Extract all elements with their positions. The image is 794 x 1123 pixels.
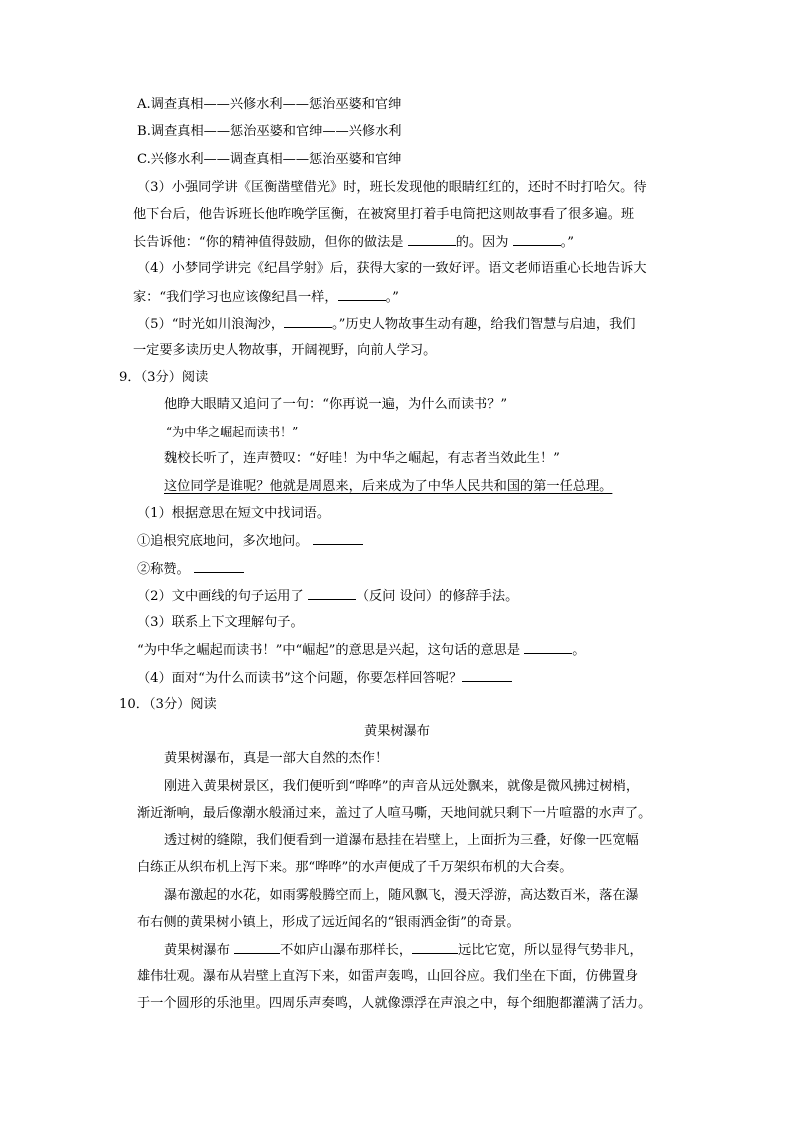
q10-para-2-text-1: 刚进入黄果树景区，我们便听到“哗哗”的声音从远处飘来，就像是微风拂过树梢， bbox=[164, 779, 640, 794]
q5-blank[interactable] bbox=[284, 314, 332, 328]
q3-text-3b: 的。因为 bbox=[455, 235, 513, 250]
q9-passage-3 bbox=[164, 449, 560, 469]
q5-line-2 bbox=[133, 341, 436, 361]
q3-line-2 bbox=[133, 205, 634, 225]
q4-blank[interactable] bbox=[338, 287, 386, 301]
q10-para-2-line-1 bbox=[164, 777, 639, 797]
q10-para-5-line-3 bbox=[137, 994, 651, 1014]
q10-para-2-line-2 bbox=[137, 804, 651, 824]
q10-para-3-text-1: 透过树的缝隙，我们便看到一道瀑布悬挂在岩壁上，上面折为三叠，好像一匹宽幅 bbox=[164, 833, 639, 848]
q10-passage-title-text: 黄果树瀑布 bbox=[364, 724, 430, 739]
q9-passage-1-text: 他睁大眼睛又追问了一句：“你再说一遍，为什么而读书？” bbox=[164, 397, 508, 412]
q10-para-5-text-1a: 黄果树瀑布 bbox=[164, 943, 235, 958]
q9-sub-3-question bbox=[137, 640, 585, 660]
q4-line-1 bbox=[137, 259, 647, 279]
q9-passage-3-text: 魏校长听了，连声赞叹：“好哇！为中华之崛起，有志者当效此生！” bbox=[164, 451, 560, 466]
q10-para-3-line-1 bbox=[164, 831, 639, 851]
q9-sub-2a-text: （2）文中画线的句子运用了 bbox=[137, 589, 308, 604]
option-c bbox=[137, 150, 401, 170]
q10-para-5-text-3: 于一个圆形的乐池里。四周乐声奏鸣，人就像漂浮在声浪之中，每个细胞都灌满了活力。 bbox=[137, 996, 652, 1011]
q3-blank-1[interactable] bbox=[408, 232, 456, 246]
option-b bbox=[137, 122, 401, 142]
q9-passage-2 bbox=[166, 422, 298, 442]
option-b-text: B.调查真相——惩治巫婆和官绅——兴修水利 bbox=[137, 124, 402, 139]
q9-sub-1b-text: ②称赞。 bbox=[137, 562, 194, 577]
q9-sub-1b bbox=[137, 559, 244, 579]
q3-text-1: （3）小强同学讲《匡衡凿壁借光》时，班长发现他的眼睛红红的，还时不时打哈欠。待 bbox=[137, 180, 647, 195]
q10-para-5-text-1b: 不如庐山瀑布那样长， bbox=[280, 943, 413, 958]
q10-para-1 bbox=[164, 749, 388, 769]
q9-sub-4-text: （4）面对“为什么而读书”这个问题，你要怎样回答呢？ bbox=[137, 671, 463, 686]
q4-text-2a: 家：“我们学习也应该像纪昌一样， bbox=[133, 290, 338, 305]
q3-line-3 bbox=[133, 232, 574, 252]
q9-sub-4 bbox=[137, 668, 512, 688]
q4-line-2 bbox=[133, 287, 399, 307]
q10-para-1-text: 黄果树瀑布，真是一部大自然的杰作！ bbox=[164, 751, 389, 766]
q9-sub-3-blank[interactable] bbox=[524, 640, 572, 654]
q10-para-5-line-2 bbox=[137, 967, 638, 987]
q9-sub-3 bbox=[137, 613, 304, 633]
q9-heading bbox=[119, 368, 208, 388]
q10-passage-title bbox=[0, 722, 794, 742]
option-a bbox=[137, 95, 401, 115]
q3-text-3c: 。” bbox=[560, 235, 574, 250]
q5-text-1b: 。”历史人物故事生动有趣，给我们智慧与启迪，我们 bbox=[332, 317, 636, 332]
q10-para-3-line-2 bbox=[137, 858, 572, 878]
option-c-text: C.兴修水利——调查真相——惩治巫婆和官绅 bbox=[137, 152, 402, 167]
q9-passage-4-text: 这位同学是谁呢？他就是周恩来，后来成为了中华人民共和国的第一任总理。 bbox=[164, 479, 613, 494]
q4-text-2b: 。” bbox=[385, 290, 399, 305]
q9-sub-2-blank[interactable] bbox=[308, 586, 356, 600]
q9-underlined-sentence bbox=[164, 477, 612, 497]
q9-heading-text: 9．（3分）阅读 bbox=[119, 370, 209, 385]
option-a-text: A.调查真相——兴修水利——惩治巫婆和官绅 bbox=[137, 97, 402, 112]
q10-blank-1[interactable] bbox=[234, 940, 280, 954]
q9-sub-1a-text: ①追根究底地问，多次地问。 bbox=[137, 534, 313, 549]
q10-para-2-text-2: 渐近渐响，最后像潮水般涌过来，盖过了人喧马嘶，天地间就只剩下一片喧嚣的水声了。 bbox=[137, 806, 652, 821]
q9-sub-1a-blank[interactable] bbox=[313, 531, 363, 545]
q10-blank-2[interactable] bbox=[412, 940, 458, 954]
q10-para-5-text-1c: 远比它宽，所以显得气势非凡， bbox=[458, 943, 643, 958]
q10-para-4-line-2 bbox=[137, 913, 520, 933]
q10-para-4-text-2: 布右侧的黄果树小镇上，形成了远近闻名的“银雨洒金街”的奇景。 bbox=[137, 915, 520, 930]
q5-line-1 bbox=[137, 314, 635, 334]
q10-heading-text: 10．（3分）阅读 bbox=[119, 697, 217, 712]
q10-heading bbox=[119, 695, 217, 715]
q9-sub-3-text: （3）联系上下文理解句子。 bbox=[137, 615, 304, 630]
q3-line-1 bbox=[137, 178, 647, 198]
q9-sub-1-text: （1）根据意思在短文中找词语。 bbox=[137, 506, 331, 521]
q9-sub-3q-text-a: “为中华之崛起而读书！”中“崛起”的意思是兴起，这句话的意思是 bbox=[137, 643, 525, 658]
q5-text-1a: （5）“时光如川浪淘沙， bbox=[137, 317, 285, 332]
q9-sub-4-blank[interactable] bbox=[462, 668, 512, 682]
q10-para-5-line-1 bbox=[164, 940, 643, 960]
q10-para-3-text-2: 白练正从织布机上泻下来。那“哗哗”的水声便成了千万架织布机的大合奏。 bbox=[137, 860, 573, 875]
q9-sub-3q-text-b: 。 bbox=[572, 643, 586, 658]
q10-para-5-text-2: 雄伟壮观。瀑布从岩壁上直泻下来，如雷声轰鸣，山回谷应。我们坐在下面，仿佛置身 bbox=[137, 969, 639, 984]
q9-sub-1 bbox=[137, 504, 330, 524]
q9-sub-1a bbox=[137, 531, 363, 551]
q4-text-1: （4）小梦同学讲完《纪昌学射》后，获得大家的一致好评。语文老师语重心长地告诉大 bbox=[137, 261, 647, 276]
q9-sub-2b-text: （反问 设问）的修辞手法。 bbox=[355, 589, 519, 604]
q10-para-4-line-1 bbox=[164, 886, 639, 906]
q9-sub-2 bbox=[137, 586, 518, 606]
q3-text-2: 他下台后，他告诉班长他昨晚学匡衡，在被窝里打着手电筒把这则故事看了很多遍。班 bbox=[133, 207, 635, 222]
q9-sub-1b-blank[interactable] bbox=[194, 559, 244, 573]
q10-para-4-text-1: 瀑布激起的水花，如雨雾般腾空而上，随风飘飞，漫天浮游，高达数百米，落在瀑 bbox=[164, 888, 639, 903]
q9-passage-1 bbox=[164, 395, 507, 415]
q5-text-2: 一定要多读历史人物故事，开阔视野，向前人学习。 bbox=[133, 343, 437, 358]
q9-passage-2-text: “为中华之崛起而读书！” bbox=[166, 425, 299, 439]
q3-blank-2[interactable] bbox=[513, 232, 561, 246]
q3-text-3a: 长告诉他：“你的精神值得鼓励，但你的做法是 bbox=[133, 235, 408, 250]
